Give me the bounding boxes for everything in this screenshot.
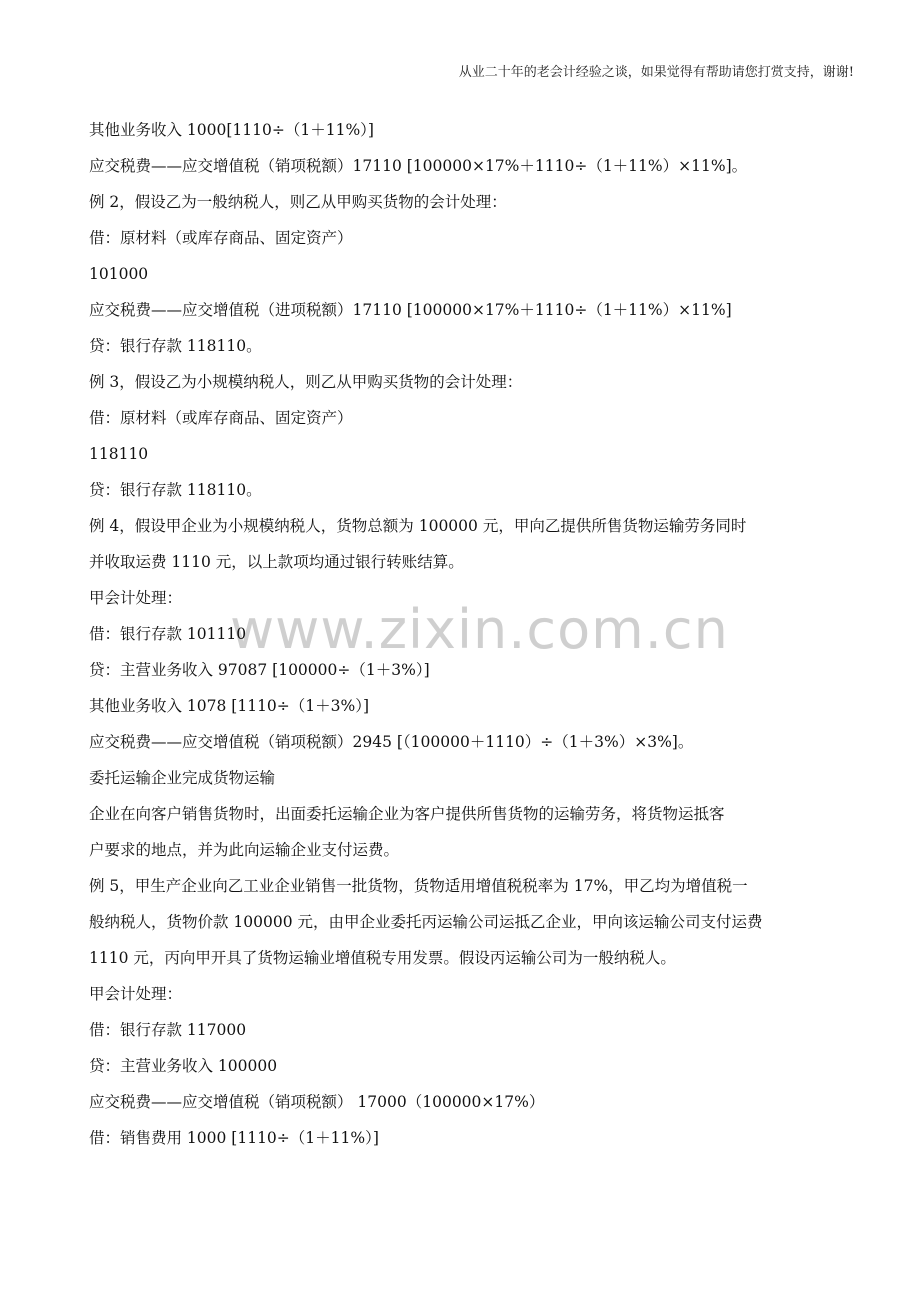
- text-line: 甲会计处理：: [89, 985, 183, 1003]
- text-line: 其他业务收入 1078 [1110÷（1＋3%）]: [89, 697, 370, 715]
- text-line: 贷：银行存款 118110。: [89, 337, 262, 355]
- text-line: 借：原材料（或库存商品、固定资产）: [89, 229, 353, 247]
- text-line: 例 2，假设乙为一般纳税人，则乙从甲购买货物的会计处理：: [89, 193, 507, 211]
- text-line: 应交税费——应交增值税（销项税额）17110 [100000×17%＋1110÷（1＋11%）×11%]。: [89, 157, 748, 175]
- text-line: 委托运输企业完成货物运输: [89, 769, 276, 787]
- text-line: 借：银行存款 117000: [89, 1021, 247, 1039]
- text-line: 其他业务收入 1000[1110÷（1＋11%）]: [89, 121, 374, 139]
- text-line: 贷：银行存款 118110。: [89, 481, 262, 499]
- text-line: 101000: [89, 265, 149, 283]
- text-line: 借：销售费用 1000 [1110÷（1＋11%）]: [89, 1129, 379, 1147]
- text-line: 1110 元，丙向甲开具了货物运输业增值税专用发票。假设丙运输公司为一般纳税人。: [89, 949, 676, 967]
- text-line: 应交税费——应交增值税（销项税额）2945 [（100000＋1110）÷（1＋3%）×3%]。: [89, 733, 694, 751]
- text-line: 借：原材料（或库存商品、固定资产）: [89, 409, 353, 427]
- text-line: 例 3，假设乙为小规模纳税人，则乙从甲购买货物的会计处理：: [89, 373, 523, 391]
- text-line: 企业在向客户销售货物时，出面委托运输企业为客户提供所售货物的运输劳务，将货物运抵客: [89, 805, 725, 823]
- text-line: 户要求的地点，并为此向运输企业支付运费。: [89, 841, 400, 859]
- header-note: 从业二十年的老会计经验之谈，如果觉得有帮助请您打赏支持，谢谢!: [458, 65, 854, 80]
- text-line: 贷：主营业务收入 100000: [89, 1057, 278, 1075]
- text-line: 例 4，假设甲企业为小规模纳税人，货物总额为 100000 元，甲向乙提供所售货物运输劳务同时: [89, 517, 747, 535]
- text-line: 应交税费——应交增值税（销项税额） 17000（100000×17%）: [89, 1093, 545, 1111]
- text-line: 例 5，甲生产企业向乙工业企业销售一批货物，货物适用增值税税率为 17%，甲乙均为增值税一: [89, 877, 748, 895]
- text-line: 借：银行存款 101110: [89, 625, 247, 643]
- text-line: 般纳税人，货物价款 100000 元，由甲企业委托丙运输公司运抵乙企业，甲向该运输公司支付运费: [89, 913, 763, 931]
- watermark: www.zixin.com.cn: [230, 598, 729, 661]
- text-line: 贷：主营业务收入 97087 [100000÷（1＋3%）]: [89, 661, 430, 679]
- text-line: 应交税费——应交增值税（进项税额）17110 [100000×17%＋1110÷（1＋11%）×11%]: [89, 301, 732, 319]
- text-line: 甲会计处理：: [89, 589, 183, 607]
- text-line: 并收取运费 1110 元，以上款项均通过银行转账结算。: [89, 553, 464, 571]
- text-line: 118110: [89, 445, 149, 463]
